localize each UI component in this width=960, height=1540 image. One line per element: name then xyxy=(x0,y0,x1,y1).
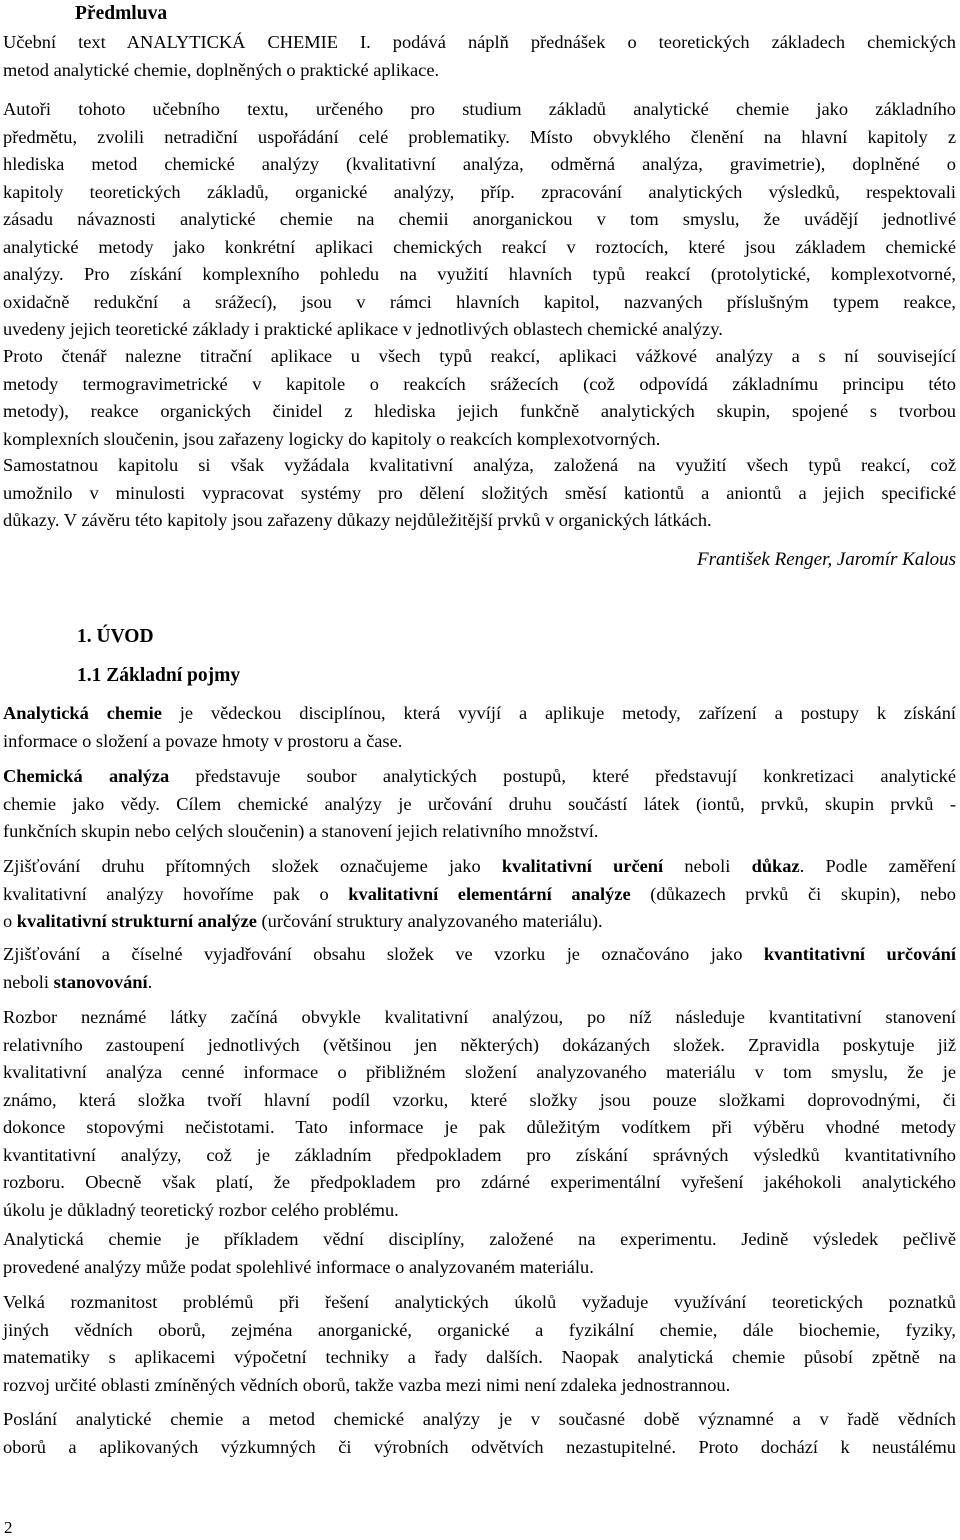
preface-paragraph xyxy=(3,343,956,453)
text-line xyxy=(3,1032,956,1060)
text-run: neboli xyxy=(3,971,54,992)
text-run: kvalitativní analýza cenné informace o přibližném složení analyzovaného materiálu v tom smyslu, že je xyxy=(3,1062,956,1082)
section-title: 1.1 Základní pojmy xyxy=(77,665,241,686)
text-line: uvedeny jejich teoretické základy i praktické aplikace v jednotlivých oblastech chemické analýzy. xyxy=(3,319,723,339)
text-run: Analytická chemie je příkladem vědní disciplíny, založené na experimentu. Jedině výsledek pečlivě xyxy=(3,1229,956,1249)
text-line xyxy=(3,1226,956,1254)
term-bold: stanovování xyxy=(53,971,148,992)
text-run: rozvoj určité oblasti zmíněných vědních oborů, takže vazba mezi nimi není zdaleka jednostrannou. xyxy=(3,1374,731,1395)
body-paragraph xyxy=(3,700,956,755)
text-line: kapitoly teoretických základů, organické analýzy, příp. zpracování analytických výsledků, respektovali xyxy=(3,181,956,202)
text-line xyxy=(3,1289,956,1317)
text-line xyxy=(3,1169,956,1197)
text-line xyxy=(3,881,956,909)
text-line: analytické metody jako konkrétní aplikaci chemických reakcí v roztocích, které jsou základem chemické xyxy=(3,236,956,257)
term-bold: kvalitativní určení xyxy=(501,856,664,876)
text-line: umožnilo v minulosti vypracovat systémy pro dělení složitých směsí kationtů a aniontů a jejich specifické xyxy=(3,482,956,503)
text-line: Samostatnou kapitolu si však vyžádala kvalitativní analýza, založená na využití všech typů reakcí, což xyxy=(3,455,956,475)
text-run: jiných vědních oborů, zejména anorganické, organické a fyzikální chemie, dále biochemie, fyziky, xyxy=(3,1319,956,1340)
text-line: důkazy. V závěru této kapitoly jsou zařazeny důkazy nejdůležitější prvků v organických látkách. xyxy=(3,510,712,530)
text-run: (určování struktury analyzovaného materiálu). xyxy=(256,911,603,931)
term-bold: Analytická chemie xyxy=(3,703,162,723)
preface-paragraph xyxy=(3,452,956,535)
text-line xyxy=(3,908,956,936)
text-run: známo, která složka tvoří hlavní podíl vzorku, které složky jsou pouze složkami doprovodnými, či xyxy=(3,1089,956,1110)
text-run: . Podle zaměření xyxy=(799,856,956,876)
body-paragraph xyxy=(3,1004,956,1224)
term-bold: Chemická analýza xyxy=(3,766,170,786)
page-number: 2 xyxy=(4,1518,13,1537)
text-line xyxy=(3,1317,956,1345)
text-line xyxy=(3,763,956,791)
text-line: Proto čtenář nalezne titrační aplikace u všech typů reakcí, aplikaci vážkové analýzy a s ní související xyxy=(3,346,956,366)
preface-heading: Předmluva xyxy=(75,3,168,24)
text-run: je vědeckou disciplínou, která vyvíjí a aplikuje metody, zařízení a postupy k získání xyxy=(161,703,957,723)
text-run: matematiky s aplikacemi výpočetní techniky a řady dalších. Naopak analytická chemie působí zpětně na xyxy=(3,1347,956,1367)
text-run: Poslání analytické chemie a metod chemické analýzy je v současné době významné a v řadě vědních xyxy=(3,1409,956,1429)
term-bold: kvalitativní strukturní analýze xyxy=(16,911,257,931)
text-line xyxy=(3,1254,956,1282)
text-line: metody termogravimetrické v kapitole o reakcích srážecích (což odpovídá základnímu principu této xyxy=(3,373,956,394)
text-line xyxy=(3,818,956,846)
body-paragraph xyxy=(3,1289,956,1399)
text-line: hlediska metod chemické analýzy (kvalitativní analýza, odměrná analýza, gravimetrie), doplněné o xyxy=(3,154,956,174)
text-line: Učební text ANALYTICKÁ CHEMIE I. podává náplň přednášek o teoretických základech chemických xyxy=(3,32,956,52)
text-line xyxy=(3,969,956,997)
term-bold: důkaz xyxy=(751,856,800,876)
text-line xyxy=(3,1406,956,1434)
text-line: oxidačně redukční a srážecí), jsou v rámci hlavních kapitol, nazvaných příslušným typem reakce, xyxy=(3,291,956,312)
text-line: Autoři tohoto učebního textu, určeného pro studium základů analytické chemie jako základního xyxy=(3,99,956,119)
text-line xyxy=(3,1344,956,1372)
text-run: úkolu je důkladný teoretický rozbor celého problému. xyxy=(3,1199,399,1220)
body-paragraph xyxy=(3,1406,956,1461)
text-line xyxy=(3,1114,956,1142)
text-run: (důkazech prvků či skupin), nebo xyxy=(630,883,956,904)
text-line xyxy=(3,1197,956,1225)
text-run: oborů a aplikovaných výzkumných či výrobních odvětvích nezastupitelné. Proto dochází k neustálému xyxy=(3,1436,956,1457)
text-line xyxy=(3,1372,956,1400)
body-paragraph xyxy=(3,1226,956,1281)
text-line: metody), reakce organických činidel z hlediska jejich funkčně analytických skupin, spojené s tvorbou xyxy=(3,401,956,421)
body-paragraph xyxy=(3,853,956,936)
text-line: zásadu návaznosti analytické chemie na chemii anorganickou v tom smyslu, že uvádějí jednotlivé xyxy=(3,209,956,229)
text-line xyxy=(3,791,956,819)
text-run: dokonce stopovými nečistotami. Tato informace je pak důležitým vodítkem při výběru vhodné metody xyxy=(3,1117,956,1137)
text-line xyxy=(3,700,956,728)
chapter-title: 1. ÚVOD xyxy=(77,626,154,647)
text-line xyxy=(3,941,956,969)
text-run: neboli xyxy=(663,856,752,876)
body-paragraph xyxy=(3,941,956,996)
text-line xyxy=(3,1004,956,1032)
body-paragraph xyxy=(3,763,956,846)
text-run: představuje soubor analytických postupů, které představují konkretizaci analytické xyxy=(169,766,956,786)
preface-paragraph xyxy=(3,29,956,84)
text-run: kvantitativní analýzy, což je základním předpokladem pro získání správných výsledků kvantitativního xyxy=(3,1144,956,1165)
text-line xyxy=(3,1059,956,1087)
text-run: informace o složení a povaze hmoty v prostoru a čase. xyxy=(3,730,403,751)
text-run: relativního zastoupení jednotlivých (většinou jen některých) dokázaných složek. Zpravidla poskytuje již xyxy=(3,1034,956,1055)
text-line xyxy=(3,853,956,881)
authors-signature: František Renger, Jaromír Kalous xyxy=(697,549,956,570)
text-run: Zjišťování a číselné vyjadřování obsahu složek ve vzorku je označováno jako xyxy=(3,944,764,964)
text-run: Zjišťování druhu přítomných složek označujeme jako xyxy=(3,856,502,876)
term-bold: kvalitativní elementární analýze xyxy=(348,883,631,904)
text-run: Velká rozmanitost problémů při řešení analytických úkolů vyžaduje využívání teoretických poznatků xyxy=(3,1292,956,1312)
term-bold: kvantitativní určování xyxy=(763,944,956,964)
text-run: . xyxy=(147,971,153,992)
text-run: rozboru. Obecně však platí, že předpokladem pro zdárné experimentální vyřešení jakéhokoli analytického xyxy=(3,1172,956,1192)
text-run: kvalitativní analýzy hovoříme pak o xyxy=(3,883,349,904)
text-line xyxy=(3,728,956,756)
text-run: o xyxy=(3,911,17,931)
text-line: předmětu, zvolili netradiční uspořádání celé problematiky. Místo obvyklého členění na hlavní kapitoly z xyxy=(3,126,956,147)
preface-paragraph xyxy=(3,96,956,344)
text-line xyxy=(3,1142,956,1170)
text-line: metod analytické chemie, doplněných o praktické aplikace. xyxy=(3,59,440,80)
text-line: analýzy. Pro získání komplexního pohledu na využití hlavních typů reakcí (protolytické, komplexotvorné, xyxy=(3,264,956,284)
text-line xyxy=(3,1434,956,1462)
text-line xyxy=(3,1087,956,1115)
text-run: chemie jako vědy. Cílem chemické analýzy je určování druhu součástí látek (iontů, prvků, skupin prvků - xyxy=(3,793,956,814)
text-line: komplexních sloučenin, jsou zařazeny logicky do kapitoly o reakcích komplexotvorných. xyxy=(3,428,661,449)
text-run: funkčních skupin nebo celých sloučenin) a stanovení jejich relativního množství. xyxy=(3,821,599,841)
text-run: Rozbor neznámé látky začíná obvykle kvalitativní analýzou, po níž následuje kvantitativní stanovení xyxy=(3,1007,956,1027)
text-run: provedené analýzy může podat spolehlivé informace o analyzovaném materiálu. xyxy=(3,1256,594,1277)
